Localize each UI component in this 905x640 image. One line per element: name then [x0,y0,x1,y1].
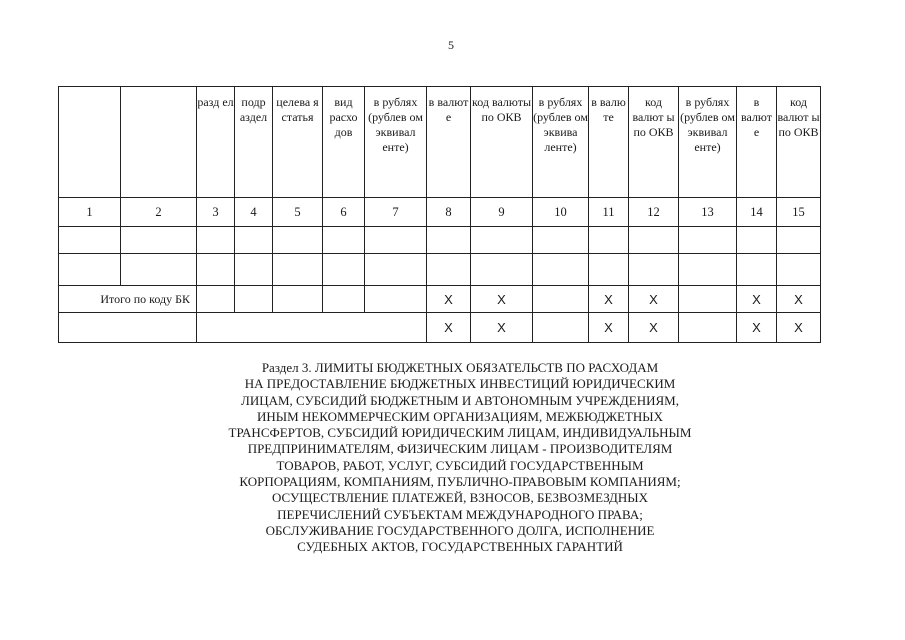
section-title-line: ТОВАРОВ, РАБОТ, УСЛУГ, СУБСИДИЙ ГОСУДАРСТВЕННЫМ [276,457,644,473]
table-cell [589,254,629,286]
x-mark: X [427,313,471,343]
section-title-line: КОРПОРАЦИЯМ, КОМПАНИЯМ, ПУБЛИЧНО-ПРАВОВЫМ КОМПАНИЯМ; [239,474,681,490]
table-cell [629,227,679,254]
table-cell [629,254,679,286]
header-cell-rubles: в рублях (рублев ом эквивал енте) [679,87,737,198]
itogo-label: Итого по коду БК [59,286,197,313]
table-cell [273,254,323,286]
x-mark: X [777,313,821,343]
header-cell [121,87,197,198]
table-cell [365,286,427,313]
itogo-row [59,286,821,313]
table-cell [471,254,533,286]
x-mark: X [737,286,777,313]
table-cell [323,286,365,313]
section-title-line: НА ПРЕДОСТАВЛЕНИЕ БЮДЖЕТНЫХ ИНВЕСТИЦИЙ ЮРИДИЧЕСКИМ [244,376,676,392]
column-number: 11 [589,198,629,227]
column-number: 15 [777,198,821,227]
x-mark: X [737,313,777,343]
section-title-line: ТРАНСФЕРТОВ, СУБСИДИЙ ЮРИДИЧЕСКИМ ЛИЦАМ, ИНДИВИДУАЛЬНЫМ [228,425,692,441]
column-number: 6 [323,198,365,227]
table-cell [737,254,777,286]
table-cell [777,227,821,254]
section-title [170,360,750,556]
section-title-line: Раздел 3. ЛИМИТЫ БЮДЖЕТНЫХ ОБЯЗАТЕЛЬСТВ ПО РАСХОДАМ [261,360,659,375]
column-number: 14 [737,198,777,227]
table-cell [589,227,629,254]
table-cell [59,254,121,286]
header-cell-podrazdel: подр аздел [235,87,273,198]
table-cell [737,227,777,254]
section-title-line: СУДЕБНЫХ АКТОВ, ГОСУДАРСТВЕННЫХ ГАРАНТИЙ [297,539,623,555]
header-cell-currency: в валют е [737,87,777,198]
header-cell-rubles: в рублях (рублев ом эквивал енте) [365,87,427,198]
section-title-line: ПЕРЕЧИСЛЕНИЙ СУБЪЕКТАМ МЕЖДУНАРОДНОГО ПРАВА; [277,506,643,522]
section-title-line: ОБСЛУЖИВАНИЕ ГОСУДАРСТВЕННОГО ДОЛГА, ИСПОЛНЕНИЕ [265,522,655,538]
column-number: 5 [273,198,323,227]
table-cell [197,313,427,343]
x-mark: X [471,286,533,313]
table-header-row [59,87,821,198]
header-cell-okv-code: код валют ы по ОКВ [629,87,679,198]
budget-table [58,86,821,343]
section-title-line: ПРЕДПРИНИМАТЕЛЯМ, ФИЗИЧЕСКИМ ЛИЦАМ - ПРОИЗВОДИТЕЛЯМ [247,441,673,457]
column-number: 8 [427,198,471,227]
table-cell [679,227,737,254]
table-cell [197,227,235,254]
table-cell [235,227,273,254]
table-cell [365,254,427,286]
section-title-line: ИНЫМ НЕКОММЕРЧЕСКИМ ОРГАНИЗАЦИЯМ, МЕЖБЮДЖЕТНЫХ [256,408,663,424]
column-number: 4 [235,198,273,227]
x-mark: X [629,286,679,313]
table-cell [273,227,323,254]
table-cell [197,286,235,313]
x-mark: X [629,313,679,343]
x-mark: X [427,286,471,313]
x-mark: X [471,313,533,343]
table-cell [471,227,533,254]
column-number: 3 [197,198,235,227]
table-cell [679,286,737,313]
column-number: 7 [365,198,427,227]
header-cell-currency: в валют е [427,87,471,198]
total-row [59,313,821,343]
table-row [59,254,821,286]
column-number-row [59,198,821,227]
header-cell [59,87,121,198]
table-cell [533,313,589,343]
table-cell [235,286,273,313]
table-cell [121,254,197,286]
table-cell [533,286,589,313]
column-number: 1 [59,198,121,227]
table-cell [197,254,235,286]
table-cell [777,254,821,286]
x-mark: X [589,286,629,313]
column-number: 10 [533,198,589,227]
x-mark: X [589,313,629,343]
header-cell-vid-raskhodov: вид расхо дов [323,87,365,198]
table-cell [427,254,471,286]
header-cell-okv-code: код валюты по ОКВ [471,87,533,198]
header-cell-tselevaya-statya: целева я статья [273,87,323,198]
table-cell [59,227,121,254]
header-cell-rubles: в рублях (рублев ом эквива ленте) [533,87,589,198]
table-cell [121,227,197,254]
column-number: 13 [679,198,737,227]
x-mark: X [777,286,821,313]
table-row [59,227,821,254]
table-cell [679,313,737,343]
table-cell [323,254,365,286]
header-cell-razdel: разд ел [197,87,235,198]
table-cell [59,313,197,343]
table-cell [235,254,273,286]
column-number: 2 [121,198,197,227]
table-cell [323,227,365,254]
table-cell [365,227,427,254]
table-cell [679,254,737,286]
page-number: 5 [448,38,454,52]
header-cell-currency: в валю те [589,87,629,198]
table-cell [273,286,323,313]
section-title-line: ОСУЩЕСТВЛЕНИЕ ПЛАТЕЖЕЙ, ВЗНОСОВ, БЕЗВОЗМЕЗДНЫХ [272,490,648,506]
table-cell [427,227,471,254]
header-cell-okv-code: код валют ы по ОКВ [777,87,821,198]
column-number: 12 [629,198,679,227]
section-title-line: ЛИЦАМ, СУБСИДИЙ БЮДЖЕТНЫМ И АВТОНОМНЫМ УЧРЕЖДЕНИЯМ, [241,392,679,408]
table-cell [533,227,589,254]
table-cell [533,254,589,286]
column-number: 9 [471,198,533,227]
